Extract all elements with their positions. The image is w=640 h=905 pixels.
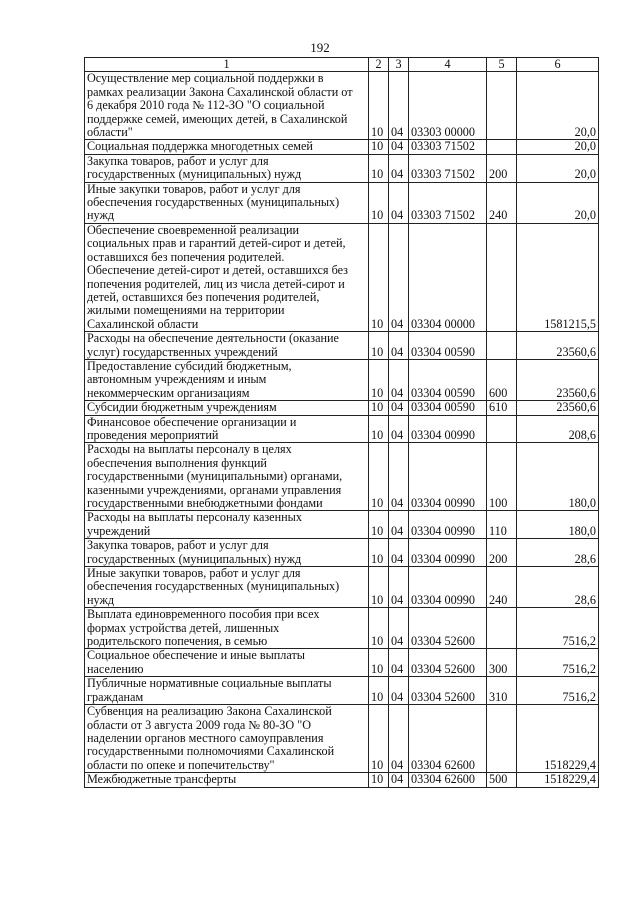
amount-cell: 28,6	[517, 567, 599, 608]
section-cell: 10	[369, 401, 389, 415]
table-row	[85, 154, 599, 182]
subsection-cell: 04	[389, 608, 409, 649]
section-cell: 10	[369, 154, 389, 182]
description-cell: Социальная поддержка многодетных семей	[85, 140, 369, 154]
amount-cell: 7516,2	[517, 677, 599, 705]
target-code-cell: 03304 62600	[409, 773, 487, 787]
col-header-1: 1	[85, 58, 369, 72]
expense-type-cell: 200	[487, 539, 517, 567]
target-code-cell: 03304 52600	[409, 608, 487, 649]
expense-type-cell: 110	[487, 511, 517, 539]
section-cell: 10	[369, 705, 389, 773]
description-cell: Закупка товаров, работ и услуг для государственных (муниципальных) нужд	[85, 539, 369, 567]
expense-type-cell	[487, 223, 517, 331]
expense-type-cell: 240	[487, 567, 517, 608]
subsection-cell: 04	[389, 511, 409, 539]
subsection-cell: 04	[389, 182, 409, 223]
expense-type-cell: 610	[487, 401, 517, 415]
target-code-cell: 03304 00990	[409, 415, 487, 443]
table-row	[85, 649, 599, 677]
amount-cell: 20,0	[517, 154, 599, 182]
section-cell: 10	[369, 140, 389, 154]
description-cell: Закупка товаров, работ и услуг для государственных (муниципальных) нужд	[85, 154, 369, 182]
expense-type-cell: 310	[487, 677, 517, 705]
subsection-cell: 04	[389, 649, 409, 677]
budget-table	[84, 57, 599, 788]
table-row	[85, 182, 599, 223]
subsection-cell: 04	[389, 359, 409, 400]
amount-cell: 208,6	[517, 415, 599, 443]
target-code-cell: 03304 00590	[409, 359, 487, 400]
subsection-cell: 04	[389, 154, 409, 182]
subsection-cell: 04	[389, 773, 409, 787]
amount-cell: 180,0	[517, 511, 599, 539]
col-header-6: 6	[517, 58, 599, 72]
table-row	[85, 223, 599, 331]
amount-cell: 20,0	[517, 182, 599, 223]
expense-type-cell: 100	[487, 443, 517, 511]
description-cell: Расходы на выплаты персоналу в целях обеспечения выполнения функций государственными (муниципальными) органами, казенными учреждениями, органами управления государственными внебюджетными фондами	[85, 443, 369, 511]
expense-type-cell	[487, 332, 517, 360]
table-row	[85, 443, 599, 511]
page-number: 192	[310, 40, 330, 55]
table-row	[85, 140, 599, 154]
section-cell: 10	[369, 415, 389, 443]
amount-cell: 20,0	[517, 140, 599, 154]
amount-cell: 28,6	[517, 539, 599, 567]
subsection-cell: 04	[389, 415, 409, 443]
table-row	[85, 401, 599, 415]
description-cell: Субвенция на реализацию Закона Сахалинской области от 3 августа 2009 года № 80-ЗО "О наделении органов местного самоуправления государственными полномочиями Сахалинской области по опеке и попечительству"	[85, 705, 369, 773]
table-row	[85, 72, 599, 140]
description-cell: Выплата единовременного пособия при всех формах устройства детей, лишенных родительского попечения, в семью	[85, 608, 369, 649]
description-cell: Субсидии бюджетным учреждениям	[85, 401, 369, 415]
amount-cell: 7516,2	[517, 649, 599, 677]
amount-cell: 23560,6	[517, 401, 599, 415]
section-cell: 10	[369, 567, 389, 608]
description-cell: Расходы на выплаты персоналу казенных учреждений	[85, 511, 369, 539]
section-cell: 10	[369, 511, 389, 539]
target-code-cell: 03304 00990	[409, 443, 487, 511]
amount-cell: 23560,6	[517, 332, 599, 360]
amount-cell: 1581215,5	[517, 223, 599, 331]
target-code-cell: 03304 00990	[409, 539, 487, 567]
amount-cell: 7516,2	[517, 608, 599, 649]
description-cell: Публичные нормативные социальные выплаты гражданам	[85, 677, 369, 705]
target-code-cell: 03304 00590	[409, 401, 487, 415]
section-cell: 10	[369, 223, 389, 331]
amount-cell: 20,0	[517, 72, 599, 140]
subsection-cell: 04	[389, 677, 409, 705]
expense-type-cell	[487, 415, 517, 443]
expense-type-cell: 300	[487, 649, 517, 677]
description-cell: Социальное обеспечение и иные выплаты населению	[85, 649, 369, 677]
table-row	[85, 539, 599, 567]
section-cell: 10	[369, 773, 389, 787]
expense-type-cell	[487, 608, 517, 649]
expense-type-cell: 600	[487, 359, 517, 400]
subsection-cell: 04	[389, 72, 409, 140]
description-cell: Обеспечение своевременной реализации социальных прав и гарантий детей-сирот и детей, оставшихся без попечения родителей. Обеспечение детей-сирот и детей, оставшихся без попечения родителей, лиц из числа детей-сирот и детей, оставшихся без попечения родителей, жилыми помещениями на территории Сахалинской области	[85, 223, 369, 331]
subsection-cell: 04	[389, 140, 409, 154]
section-cell: 10	[369, 332, 389, 360]
expense-type-cell	[487, 72, 517, 140]
expense-type-cell: 500	[487, 773, 517, 787]
subsection-cell: 04	[389, 567, 409, 608]
target-code-cell: 03303 71502	[409, 182, 487, 223]
subsection-cell: 04	[389, 332, 409, 360]
amount-cell: 1518229,4	[517, 705, 599, 773]
amount-cell: 1518229,4	[517, 773, 599, 787]
col-header-2: 2	[369, 58, 389, 72]
section-cell: 10	[369, 608, 389, 649]
description-cell: Иные закупки товаров, работ и услуг для обеспечения государственных (муниципальных) нужд	[85, 182, 369, 223]
expense-type-cell	[487, 705, 517, 773]
target-code-cell: 03304 62600	[409, 705, 487, 773]
expense-type-cell: 240	[487, 182, 517, 223]
subsection-cell: 04	[389, 705, 409, 773]
section-cell: 10	[369, 182, 389, 223]
target-code-cell: 03304 00990	[409, 567, 487, 608]
target-code-cell: 03303 00000	[409, 72, 487, 140]
table-row	[85, 677, 599, 705]
amount-cell: 180,0	[517, 443, 599, 511]
section-cell: 10	[369, 677, 389, 705]
target-code-cell: 03304 00590	[409, 332, 487, 360]
description-cell: Расходы на обеспечение деятельности (оказание услуг) государственных учреждений	[85, 332, 369, 360]
target-code-cell: 03304 00990	[409, 511, 487, 539]
table-row	[85, 773, 599, 787]
target-code-cell: 03303 71502	[409, 154, 487, 182]
section-cell: 10	[369, 72, 389, 140]
table-row	[85, 567, 599, 608]
expense-type-cell	[487, 140, 517, 154]
section-cell: 10	[369, 539, 389, 567]
description-cell: Осуществление мер социальной поддержки в рамках реализации Закона Сахалинской области от 6 декабря 2010 года № 112-ЗО "О социальной поддержке семей, имеющих детей, в Сахалинской области"	[85, 72, 369, 140]
table-row	[85, 511, 599, 539]
subsection-cell: 04	[389, 539, 409, 567]
col-header-5: 5	[487, 58, 517, 72]
subsection-cell: 04	[389, 401, 409, 415]
table-row	[85, 608, 599, 649]
target-code-cell: 03304 00000	[409, 223, 487, 331]
section-cell: 10	[369, 649, 389, 677]
section-cell: 10	[369, 443, 389, 511]
table-row	[85, 359, 599, 400]
description-cell: Предоставление субсидий бюджетным, автономным учреждениям и иным некоммерческим организациям	[85, 359, 369, 400]
description-cell: Межбюджетные трансферты	[85, 773, 369, 787]
subsection-cell: 04	[389, 223, 409, 331]
description-cell: Иные закупки товаров, работ и услуг для обеспечения государственных (муниципальных) нужд	[85, 567, 369, 608]
col-header-4: 4	[409, 58, 487, 72]
table-row	[85, 332, 599, 360]
amount-cell: 23560,6	[517, 359, 599, 400]
col-header-3: 3	[389, 58, 409, 72]
table-row	[85, 705, 599, 773]
table-body	[85, 72, 599, 787]
description-cell: Финансовое обеспечение организации и проведения мероприятий	[85, 415, 369, 443]
target-code-cell: 03303 71502	[409, 140, 487, 154]
target-code-cell: 03304 52600	[409, 677, 487, 705]
table-row	[85, 415, 599, 443]
header-row	[85, 58, 599, 72]
expense-type-cell: 200	[487, 154, 517, 182]
target-code-cell: 03304 52600	[409, 649, 487, 677]
subsection-cell: 04	[389, 443, 409, 511]
section-cell: 10	[369, 359, 389, 400]
